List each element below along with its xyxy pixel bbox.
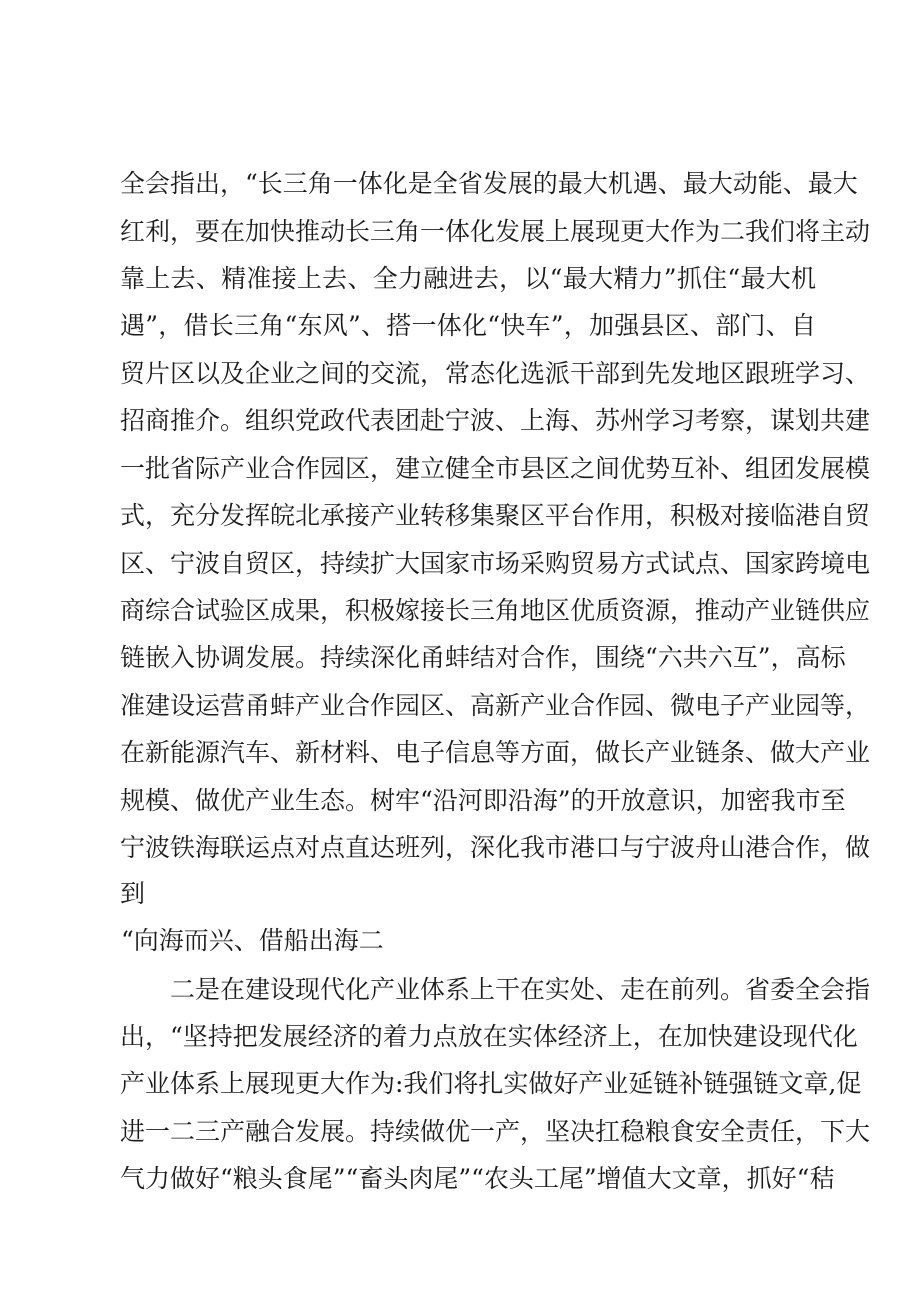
text-line: 宁波铁海联运点对点直达班列，深化我市港口与宁波舟山港合作，做: [120, 833, 871, 862]
text-line: 出，“坚持把发展经济的着力点放在实体经济上，在加快建设现代化: [120, 1022, 858, 1051]
text-line: 商综合试验区成果，积极嫁接长三角地区优质资源，推动产业链供应: [120, 596, 871, 625]
text-line: 规模、做优产业生态。树牢“沿河即沿海”的开放意识，加密我市至: [120, 786, 846, 815]
text-line: 遇”，借长三角“东风”、搭一体化“快车”，加强县区、部门、自: [120, 311, 816, 340]
text-line: 准建设运营甬蚌产业合作园区、高新产业合作园、微电子产业园等，: [120, 691, 871, 720]
text-line: 气力做好“粮头食尾”“畜头肉尾”“农头工尾”增值大文章，抓好“秸: [120, 1164, 835, 1193]
text-line: 链嵌入协调发展。持续深化甬蚌结对合作，围绕“六共六互”，高标: [120, 643, 846, 672]
text-line: 到: [120, 879, 146, 908]
text-line: 招商推介。组织党政代表团赴宁波、上海、苏州学习考察，谋划共建: [120, 406, 871, 435]
text-line: 式，充分发挥皖北承接产业转移集聚区平台作用，积极对接临港自贸: [120, 501, 871, 530]
text-line: 二是在建设现代化产业体系上干在实处、走在前列。省委全会指: [170, 975, 871, 1004]
text-line: 全会指出，“长三角一体化是全省发展的最大机遇、最大动能、最大: [120, 169, 858, 198]
text-line: 红利，要在加快推动长三角一体化发展上展现更大作为二我们将主动: [120, 217, 871, 246]
text-line: 产业体系上展现更大作为:我们将扎实做好产业延链补链强链文章,促: [120, 1069, 862, 1098]
text-line: 区、宁波自贸区，持续扩大国家市场采购贸易方式试点、国家跨境电: [120, 549, 871, 578]
text-line: “向海而兴、借船出海二: [121, 926, 384, 955]
text-line: 贸片区以及企业之间的交流，常态化选派干部到先发地区跟班学习、: [120, 359, 871, 388]
text-line: 靠上去、精准接上去、全力融进去，以“最大精力”抓住“最大机: [120, 264, 816, 293]
text-line: 进一二三产融合发展。持续做优一产，坚决扛稳粮食安全责任，下大: [120, 1117, 871, 1146]
text-line: 在新能源汽车、新材料、电子信息等方面，做长产业链条、做大产业: [120, 738, 871, 767]
text-line: 一批省际产业合作园区，建立健全市县区之间优势互补、组团发展模: [120, 454, 871, 483]
